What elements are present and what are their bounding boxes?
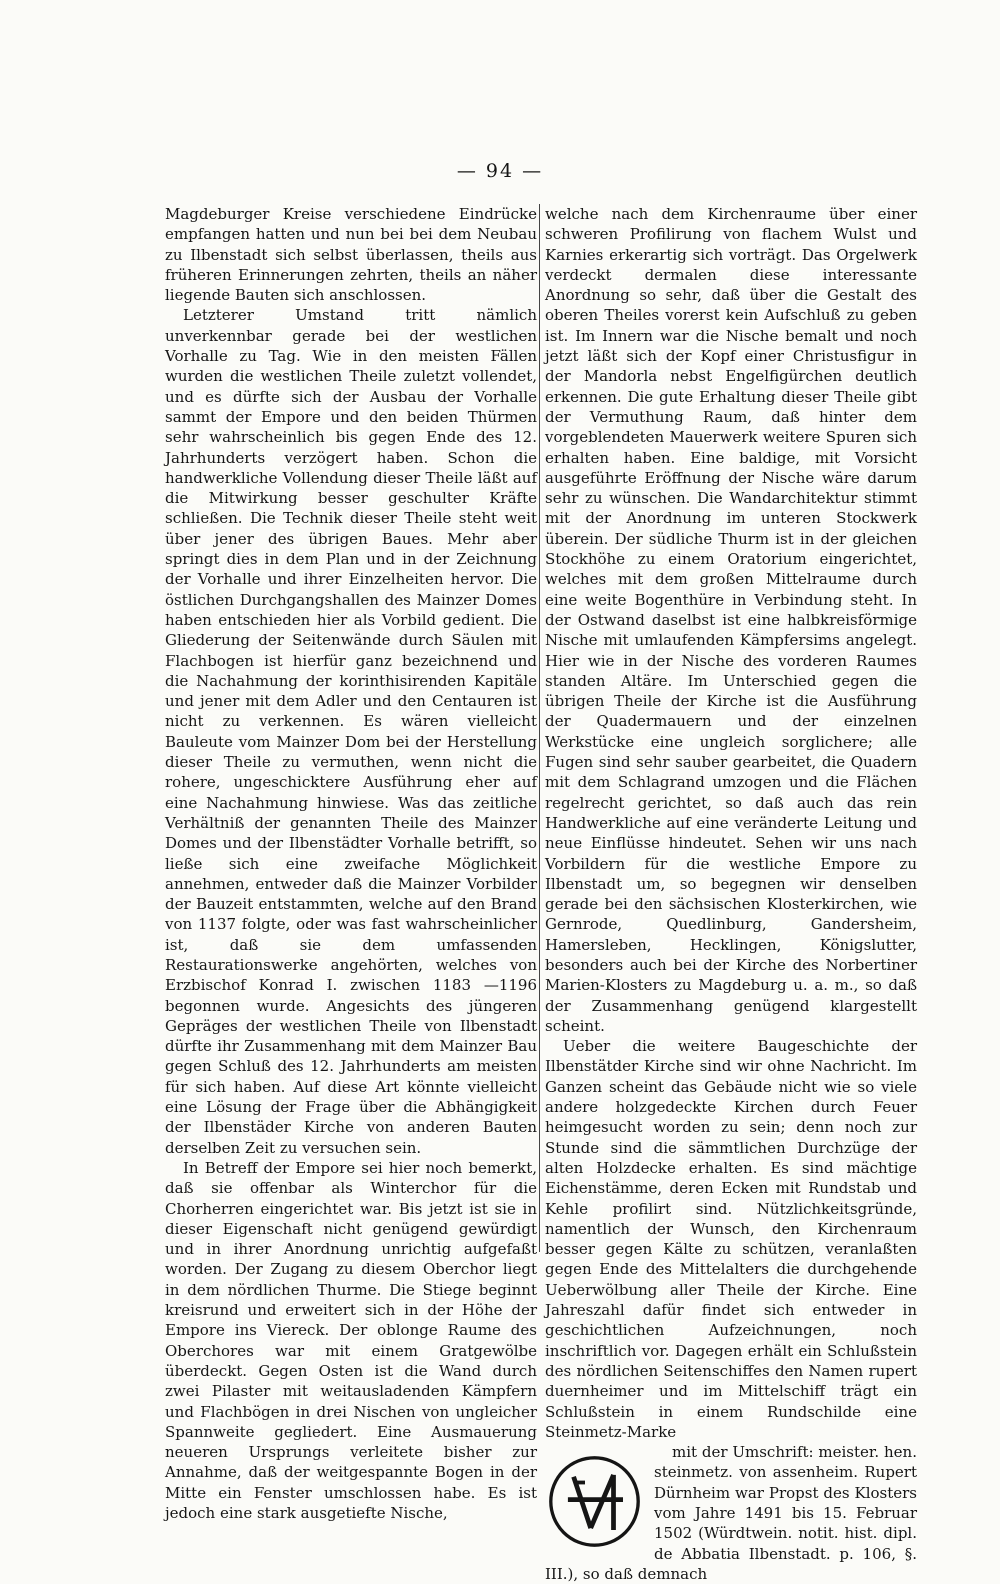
mason-mark-block xyxy=(545,1442,917,1584)
page-number: — 94 — xyxy=(456,160,544,182)
column-divider xyxy=(539,204,540,1252)
paragraph: Letzterer Umstand tritt nämlich unverkennbar gerade bei der westlichen Vorhalle zu Tag. Wie in den meisten Fällen wurden die westlichen Theile zuletzt vollendet, und es dürfte sich der Ausbau der Vorhalle sammt der Empore und den beiden Thürmen sehr wahrscheinlich bis gegen Ende des 12. Jahrhunderts verzögert haben. Schon die handwerkliche Vollendung dieser Theile läßt auf die Mitwirkung besser geschulter Kräfte schließen. Die Technik dieser Theile steht weit über jener des übrigen Baues. Mehr aber springt dies in dem Plan und in der Zeichnung der Vorhalle und ihrer Einzelheiten hervor. Die östlichen Durchgangshallen des Mainzer Domes haben entschieden hier als Vorbild gedient. Die Gliederung der Seitenwände durch Säulen mit Flachbogen ist hierfür ganz bezeichnend und die Nachahmung der korinthisirenden Kapitäle und jener mit dem Adler und den Centauren ist nicht zu verkennen. Es wären vielleicht Bauleute vom Mainzer Dom bei der Herstellung dieser Theile zu vermuthen, wenn nicht die rohere, ungeschicktere Ausführung eher auf eine Nachahmung hinwiese. Was das zeitliche Verhältniß der genannten Theile des Mainzer Domes und der Ilbenstädter Vorhalle betrifft, so ließe sich eine zweifache Möglichkeit annehmen, entweder daß die Mainzer Vorbilder der Bauzeit entstammten, welche auf den Brand von 1137 folgte, oder was fast wahrscheinlicher ist, daß sie dem umfassenden Restaurationswerke angehörten, welches von Erzbischof Konrad I. zwischen 1183 —1196 begonnen wurde. Angesichts des jüngeren Gepräges der westlichen Theile von Ilbenstadt dürfte ihr Zusammenhang mit dem Mainzer Bau gegen Schluß des 12. Jahrhunderts am meisten für sich haben. Auf diese Art könnte vielleicht eine Lösung der Frage über die Abhängigkeit der Ilbenstäder Kirche von anderen Bauten derselben Zeit zu versuchen sein. xyxy=(165,306,537,1157)
mason-mark-icon xyxy=(547,1454,642,1549)
paragraph: Ueber die weitere Baugeschichte der Ilbenstätder Kirche sind wir ohne Nachricht. Im Ganzen scheint das Gebäude nicht wie so viele andere holzgedeckte Kirchen durch Feuer heimgesucht worden zu sein; denn noch zur Stunde sind die sämmtlichen Durchzüge der alten Holzdecke erhalten. Es sind mächtige Eichenstämme, deren Ecken mit Rundstab und Kehle profilirt sind. Nützlichkeitsgründe, namentlich der Wunsch, den Kirchenraum besser gegen Kälte zu schützen, veranlaßten gegen Ende des Mittelalters die durchgehende Ueberwölbung aller Theile der Kirche. Eine Jahreszahl dafür findet sich entweder in geschichtlichen Aufzeichnungen, noch inschriftlich vor. Dagegen erhält ein Schlußstein des nördlichen Seitenschiffes den Namen rupert duernheimer und im Mittelschiff trägt ein Schlußstein in einem Rundschilde eine Steinmetz-Marke xyxy=(545,1037,917,1441)
paragraph: Magdeburger Kreise verschiedene Eindrücke empfangen hatten und nun bei bei dem Neubau zu Ilbenstadt sich selbst überlassen, theils aus früheren Erinnerungen zehrten, theils an näher liegende Bauten sich anschlossen. xyxy=(165,205,537,305)
right-column xyxy=(545,204,917,1584)
mason-mark-caption: mit der Umschrift: meister. hen. steinmetz. von assenheim. Rupert Dürnheim war Propst des Klosters vom Jahre 1491 bis 15. Februar 1502 (Würdtwein. notit. hist. dipl. de Abbatia Ilbenstadt. p. 106, §. III.), so daß demnach xyxy=(545,1443,917,1583)
left-column xyxy=(165,204,537,1523)
paragraph: welche nach dem Kirchenraume über einer schweren Profilirung von flachem Wulst und Karnies erkerartig sich vorträgt. Das Orgelwerk verdeckt dermalen diese interessante Anordnung so sehr, daß über die Gestalt des oberen Theiles vorerst kein Aufschluß zu geben ist. Im Innern war die Nische bemalt und noch jetzt läßt sich der Kopf einer Christusfigur in der Mandorla nebst Engelfigürchen deutlich erkennen. Die gute Erhaltung dieser Theile gibt der Vermuthung Raum, daß hinter dem vorgeblendeten Mauerwerk weitere Spuren sich erhalten haben. Eine baldige, mit Vorsicht ausgeführte Eröffnung der Nische wäre darum sehr zu wünschen. Die Wandarchitektur stimmt mit der Anordnung im unteren Stockwerk überein. Der südliche Thurm ist in der gleichen Stockhöhe zu einem Oratorium eingerichtet, welches mit dem großen Mittelraume durch eine weite Bogenthüre in Verbindung steht. In der Ostwand daselbst ist eine halbkreisförmige Nische mit umlaufenden Kämpfersims angelegt. Hier wie in der Nische des vorderen Raumes standen Altäre. Im Unterschied gegen die übrigen Theile der Kirche ist die Ausführung der Quadermauern und der einzelnen Werkstücke eine ungleich sorglichere; alle Fugen sind sehr sauber gearbeitet, die Quadern mit dem Schlagrand umzogen und die Flächen regelrecht gerichtet, so daß auch das rein Handwerkliche auf eine veränderte Leitung und neue Einflüsse hindeutet. Sehen wir uns nach Vorbildern für die westliche Empore zu Ilbenstadt um, so begegnen wir denselben gerade bei den sächsischen Klosterkirchen, wie Gernrode, Quedlinburg, Gandersheim, Hamersleben, Hecklingen, Königslutter, besonders auch bei der Kirche des Norbertiner Marien-Klosters zu Magdeburg u. a. m., so daß der Zusammenhang genügend klargestellt scheint. xyxy=(545,205,917,1035)
paragraph: In Betreff der Empore sei hier noch bemerkt, daß sie offenbar als Winterchor für die Chorherren eingerichtet war. Bis jetzt ist sie in dieser Eigenschaft nicht genügend gewürdigt und in ihrer Anordnung unrichtig aufgefaßt worden. Der Zugang zu diesem Oberchor liegt in dem nördlichen Thurme. Die Stiege beginnt kreisrund und erweitert sich in der Höhe der Empore ins Viereck. Der oblonge Raume des Oberchores war mit einem Gratgewölbe überdeckt. Gegen Osten ist die Wand durch zwei Pilaster mit weitausladenden Kämpfern und Flachbögen in drei Nischen von ungleicher Spannweite gegliedert. Eine Ausmauerung neueren Ursprungs verleitete bisher zur Annahme, daß der weitgespannte Bogen in der Mitte ein Fenster umschlossen habe. Es ist jedoch eine stark ausgetiefte Nische, xyxy=(165,1158,537,1522)
